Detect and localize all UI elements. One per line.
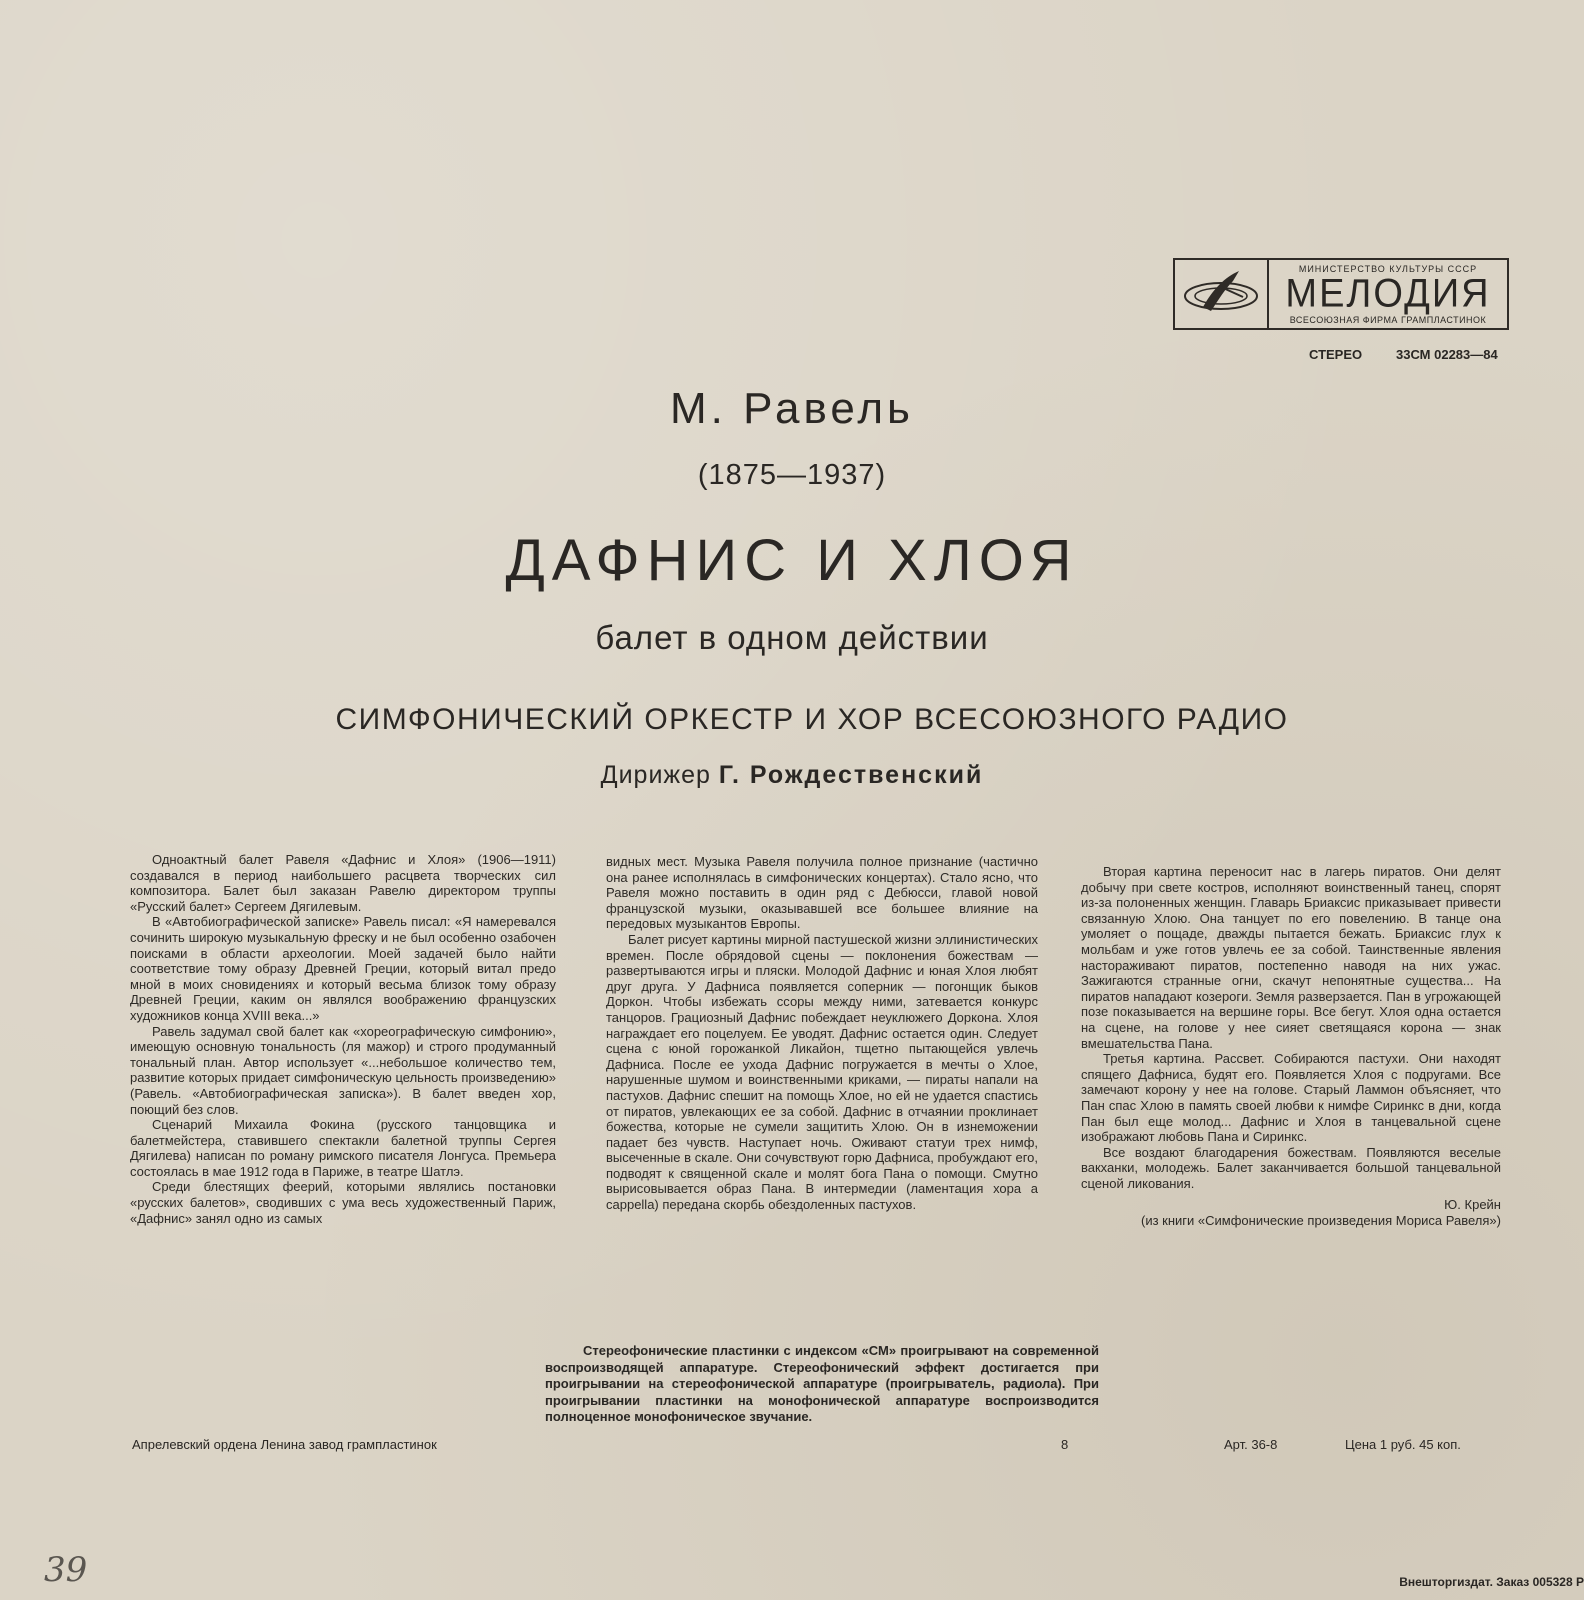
paragraph: видных мест. Музыка Равеля получила полное признание (частично она ранее исполнялась в симфонических концертах). Стало ясно, что Равеля можно поставить в один ряд с Дебюсси, главой новой французской музыки, оказывавшей все большее влияние на передовых музыкантов Европы. xyxy=(606,854,1038,932)
paragraph: Вторая картина переносит нас в лагерь пиратов. Они делят добычу при свете костров, исполняют воинственный танец, спорят из-за полоненных женщин. Главарь Бриаксис приказывает привести связанную Хлою. Она танцует по его повелению. В танце она умоляет о пощаде, дважды пытается бежать. Бриаксис глух к мольбам и уже готов увлечь ее за собой. Таинственные явления настораживают пиратов, постепенно наводя на них ужас. Зажигаются странные огни, скачут непонятные существа... На пиратов нападают козероги. Земля разверзается. Пан в угрожающей позе показывается на вершине горы. Все бегут. Хлоя одна остается на сцене, на голове у нее сияет светящаяся корона — знак вмешательства Пана. xyxy=(1081,864,1501,1051)
melodiya-logo xyxy=(1173,258,1509,330)
logo-company-text: ВСЕСОЮЗНАЯ ФИРМА ГРАМПЛАСТИНОК xyxy=(1289,314,1487,325)
conductor-line xyxy=(0,761,1584,790)
catalog-number: 33СМ 02283—84 xyxy=(1396,347,1498,362)
page-number: 8 xyxy=(1061,1437,1069,1452)
paragraph: Балет рисует картины мирной пастушеской жизни эллинистических времен. После обрядовой сцены — поклонения божествам — развертываются игры и пляски. Молодой Дафнис и юная Хлоя любят друг друга. У Дафниса появляется соперник — погонщик быков Доркон. Чтобы избежать ссоры между ними, затевается конкурс танцоров. Грациозный Дафнис побеждает неуклюжего Доркона. Хлоя награждает его поцелуем. Ее уводят. Дафнис остается один. Следует сцена с юной горожанкой Ликайон, тщетно пытающейся увлечь Дафниса. После ее ухода Дафнис погружается в мечты о Хлое, нарушенные шумом и воинственными криками, — пираты напали на пастухов. Дафнис спешит на помощь Хлое, но ей не удается спастись от пиратов, увлекающих ее за собой. Дафнис в отчаянии проклинает божества, которые не сумели защитить Хлою. Он в изнеможении падает без чувств. Наступает ночь. Оживают статуи трех нимф, высеченные в скале. Они сочувствуют горю Дафниса, пробуждают его, подводят к священной скале и молят бога Пана о помощи. Смутно вырисовывается образ Пана. В интермедии (ламентация хора a cappella) передана скорбь обездоленных пастухов. xyxy=(606,931,1038,1213)
price: Цена 1 руб. 45 коп. xyxy=(1345,1437,1461,1452)
stereo-label: СТЕРЕО xyxy=(1309,347,1363,362)
printer-order: Внешторгиздат. Заказ 005328 Р xyxy=(1399,1575,1584,1589)
orchestra-name: СИМФОНИЧЕСКИЙ ОРКЕСТР И ХОР ВСЕСОЮЗНОГО РАДИО xyxy=(335,703,1289,736)
article-number: Арт. 36-8 xyxy=(1224,1437,1278,1452)
author-signature: Ю. Крейн xyxy=(1444,1197,1501,1213)
paragraph: Все воздают благодарения божествам. Появляются веселые вакханки, молодежь. Балет заканчивается большой танцевальной сценой ликования. xyxy=(1081,1144,1501,1191)
liner-notes-column-3 xyxy=(1081,864,1501,1229)
paragraph: Сценарий Михаила Фокина (русского танцовщика и балетмейстера, ставившего спектакли балетной труппы Сергея Дягилева) написан по роману римского писателя Лонгуса. Премьера состоялась в мае 1912 года в Париже, в театре Шатлэ. xyxy=(130,1117,556,1179)
stereo-notice: Стереофонические пластинки с индексом «СМ» проигрывают на современной воспроизводящей аппаратуре. Стереофонический эффект достигается при проигрывании на стереофонической аппаратуре (проигрыватель, радиола). При проигрывании пластинки на монофонической аппаратуре воспроизводится полноценное монофоническое звучание. xyxy=(545,1343,1099,1424)
logo-brand-name: МЕЛОДИЯ xyxy=(1285,271,1491,316)
paragraph: Одноактный балет Равеля «Дафнис и Хлоя» (1906—1911) создавался в период наибольшего расцвета творческих сил композитора. Балет был заказан Равелю директором труппы «Русский балет» Сергеем Дягилевым. xyxy=(130,852,556,914)
logo-ministry-text: МИНИСТЕРСТВО КУЛЬТУРЫ СССР xyxy=(1298,263,1478,274)
paragraph: Равель задумал свой балет как «хореографическую симфонию», имеющую основную тональность (ля мажор) и строго продуманный тональный план. Автор использует «...небольшое количество тем, развитие которых придает симфоническую цельность произведению» (Равель. «Автобиографическая записка»). В балет введен хор, поющий без слов. xyxy=(130,1023,556,1117)
work-subtitle: балет в одном действии xyxy=(595,619,989,656)
source-citation: (из книги «Симфонические произведения Мориса Равеля») xyxy=(1141,1213,1501,1229)
liner-notes-column-1 xyxy=(130,852,556,1226)
melodiya-emblem-icon xyxy=(1175,260,1269,328)
conductor-label: Дирижер xyxy=(600,761,711,789)
liner-notes-column-2 xyxy=(606,854,1038,1213)
handwritten-number: 39 xyxy=(44,1550,88,1590)
conductor-name: Г. Рождественский xyxy=(718,761,984,789)
work-title: ДАФНИС И ХЛОЯ xyxy=(505,528,1079,593)
paragraph: Среди блестящих феерий, которыми являлись постановки «русских балетов», сводивших с ума весь художественный Париж, «Дафнис» занял одно из самых xyxy=(130,1179,556,1226)
composer-years: (1875—1937) xyxy=(697,459,887,491)
paragraph: В «Автобиографической записке» Равель писал: «Я намеревался сочинить широкую музыкальную фреску и не был особенно озабочен поисками в области археологии. Моей задачей было найти соответствие тому образу Древней Греции, который витал предо мной в моих сновидениях и который весьма близок тому образу Древней Греции, каким он являлся воображению французских художников конца XVIII века...» xyxy=(130,914,556,1023)
composer-name: М. Равель xyxy=(670,384,914,433)
plant-name: Апрелевский ордена Ленина завод грампластинок xyxy=(132,1437,437,1452)
paragraph: Третья картина. Рассвет. Собираются пастухи. Они находят спящего Дафниса, будят его. Появляется Хлоя с подругами. Все замечают корону у нее на голове. Старый Ламмон объясняет, что Пан спас Хлою в память своей любви к нимфе Сиринкс в дни, когда Пан был еще молод... Дафнис и Хлоя в танцевальной сцене изображают любовь Пана и Сиринкс. xyxy=(1081,1051,1501,1145)
